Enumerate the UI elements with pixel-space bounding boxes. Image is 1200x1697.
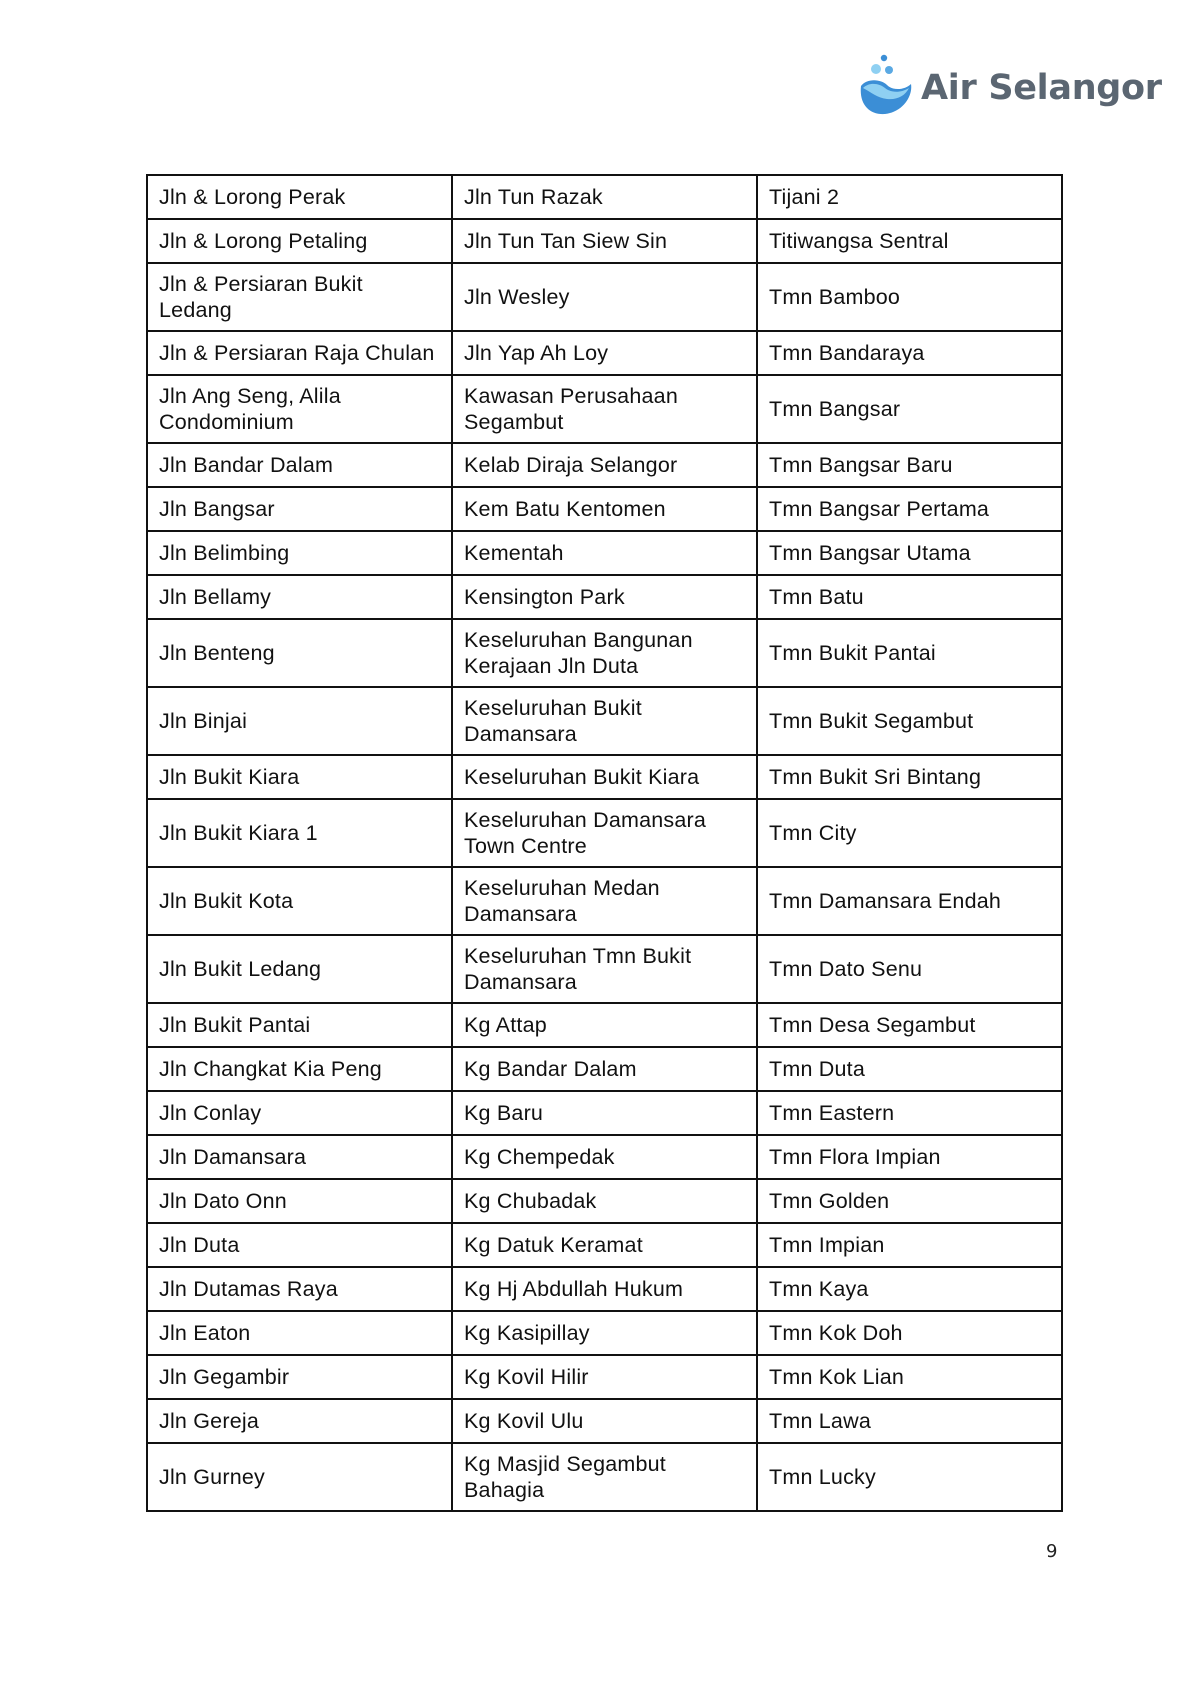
table-cell: Tmn Bangsar Pertama [757,487,1062,531]
table-cell: Jln Tun Razak [452,175,757,219]
table-cell: Kementah [452,531,757,575]
table-row [147,1047,1062,1091]
table-cell: Jln Yap Ah Loy [452,331,757,375]
table-row [147,1003,1062,1047]
table-cell: Jln Bukit Kota [147,867,452,935]
table-cell: Tmn City [757,799,1062,867]
table-cell: Jln Bukit Kiara [147,755,452,799]
table-row [147,443,1062,487]
table-cell: Tmn Bukit Segambut [757,687,1062,755]
table-row [147,1179,1062,1223]
table-cell: Jln Gegambir [147,1355,452,1399]
table-cell: Tmn Golden [757,1179,1062,1223]
table-row [147,935,1062,1003]
table-cell: Jln Bukit Pantai [147,1003,452,1047]
table-row [147,1399,1062,1443]
table-cell: Jln Wesley [452,263,757,331]
table-cell: Jln Damansara [147,1135,452,1179]
table-cell: Tijani 2 [757,175,1062,219]
table-cell: Keseluruhan Medan Damansara [452,867,757,935]
table-cell: Kg Baru [452,1091,757,1135]
table-cell: Kg Attap [452,1003,757,1047]
table-cell: Kg Hj Abdullah Hukum [452,1267,757,1311]
table-cell: Jln Binjai [147,687,452,755]
table-cell: Tmn Eastern [757,1091,1062,1135]
table-cell: Jln Conlay [147,1091,452,1135]
table-cell: Tmn Damansara Endah [757,867,1062,935]
table-cell: Tmn Bangsar [757,375,1062,443]
table-cell: Tmn Batu [757,575,1062,619]
table-cell: Jln Belimbing [147,531,452,575]
table-cell: Jln Tun Tan Siew Sin [452,219,757,263]
table-cell: Kg Chubadak [452,1179,757,1223]
table-cell: Jln Bukit Kiara 1 [147,799,452,867]
table-cell: Keseluruhan Bukit Kiara [452,755,757,799]
table-cell: Keseluruhan Tmn Bukit Damansara [452,935,757,1003]
table-row [147,1091,1062,1135]
table-row [147,575,1062,619]
table-cell: Kem Batu Kentomen [452,487,757,531]
table-cell: Kg Datuk Keramat [452,1223,757,1267]
table-row [147,755,1062,799]
table-cell: Tmn Bukit Sri Bintang [757,755,1062,799]
table-cell: Kg Chempedak [452,1135,757,1179]
table-cell: Jln Eaton [147,1311,452,1355]
table-row [147,531,1062,575]
table-cell: Tmn Dato Senu [757,935,1062,1003]
table-row [147,799,1062,867]
table-cell: Jln Bukit Ledang [147,935,452,1003]
table-cell: Tmn Bukit Pantai [757,619,1062,687]
service-area-table [146,174,1063,1512]
table-cell: Tmn Duta [757,1047,1062,1091]
logo-text: Air Selangor [921,68,1162,108]
table-cell: Kg Masjid Segambut Bahagia [452,1443,757,1511]
table-row [147,331,1062,375]
table-row [147,219,1062,263]
table-cell: Tmn Impian [757,1223,1062,1267]
table-cell: Jln Changkat Kia Peng [147,1047,452,1091]
table-row [147,375,1062,443]
table-row [147,1135,1062,1179]
table-cell: Tmn Bangsar Utama [757,531,1062,575]
table-cell: Jln Gereja [147,1399,452,1443]
table-cell: Kg Kasipillay [452,1311,757,1355]
table-cell: Jln Duta [147,1223,452,1267]
table-cell: Jln Bellamy [147,575,452,619]
table-row [147,867,1062,935]
table-cell: Jln & Persiaran Bukit Ledang [147,263,452,331]
table-cell: Jln Gurney [147,1443,452,1511]
table-cell: Tmn Kaya [757,1267,1062,1311]
air-selangor-logo [853,52,1162,122]
table-cell: Jln Bandar Dalam [147,443,452,487]
table-cell: Titiwangsa Sentral [757,219,1062,263]
table-row [147,619,1062,687]
table-cell: Tmn Bangsar Baru [757,443,1062,487]
table-cell: Keseluruhan Damansara Town Centre [452,799,757,867]
table-row [147,1267,1062,1311]
table-cell: Jln Dato Onn [147,1179,452,1223]
table-cell: Kensington Park [452,575,757,619]
table-cell: Jln & Persiaran Raja Chulan [147,331,452,375]
water-drop-logo-icon [853,52,917,122]
table-cell: Tmn Lawa [757,1399,1062,1443]
table-cell: Tmn Bamboo [757,263,1062,331]
table-row [147,1223,1062,1267]
table-cell: Tmn Flora Impian [757,1135,1062,1179]
table-cell: Tmn Kok Lian [757,1355,1062,1399]
table-cell: Keseluruhan Bukit Damansara [452,687,757,755]
table-cell: Kg Bandar Dalam [452,1047,757,1091]
table-cell: Kelab Diraja Selangor [452,443,757,487]
table-cell: Tmn Lucky [757,1443,1062,1511]
table-cell: Jln & Lorong Petaling [147,219,452,263]
table-cell: Jln & Lorong Perak [147,175,452,219]
table-row [147,1443,1062,1511]
table-cell: Jln Ang Seng, Alila Condominium [147,375,452,443]
table-cell: Kawasan Perusahaan Segambut [452,375,757,443]
table-row [147,1311,1062,1355]
table-cell: Kg Kovil Ulu [452,1399,757,1443]
table-row [147,687,1062,755]
table-cell: Jln Benteng [147,619,452,687]
page-number: 9 [1046,1541,1058,1562]
table-row [147,487,1062,531]
table-cell: Tmn Bandaraya [757,331,1062,375]
table-row [147,1355,1062,1399]
table-cell: Jln Dutamas Raya [147,1267,452,1311]
table-cell: Keseluruhan Bangunan Kerajaan Jln Duta [452,619,757,687]
table-body [147,175,1062,1511]
table-cell: Tmn Desa Segambut [757,1003,1062,1047]
table-cell: Kg Kovil Hilir [452,1355,757,1399]
table-row [147,263,1062,331]
table-cell: Tmn Kok Doh [757,1311,1062,1355]
table-row [147,175,1062,219]
table-cell: Jln Bangsar [147,487,452,531]
